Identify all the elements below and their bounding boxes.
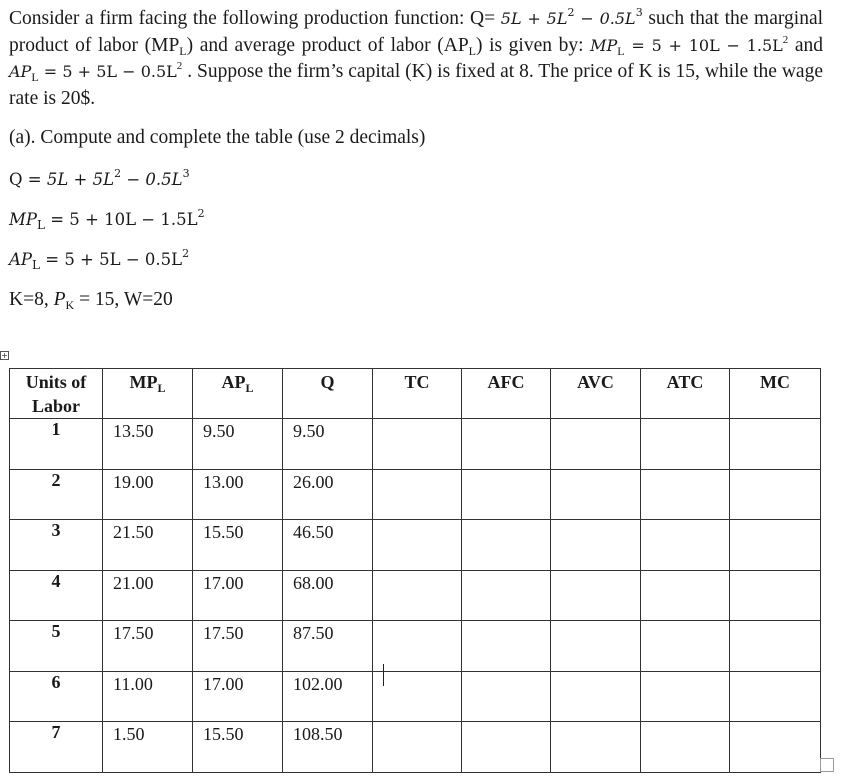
table-row [10,570,821,621]
ap-inline-square: 2 [176,60,183,72]
table-resize-handle-icon[interactable] [820,758,834,772]
givens-line [9,289,173,311]
cell-units: 6 [10,671,103,722]
intro-text-5: . Suppose the firm’s capital (K) is fixed at 8. The price of K is 15, while the wage rate is 20$. [9,61,823,109]
cell-q: 102.00 [283,671,373,722]
cell-ap: 17.00 [193,671,283,722]
cell-atc[interactable] [641,570,730,621]
header-ap-label: AP [221,372,246,392]
cell-afc[interactable] [462,469,551,520]
cell-units: 7 [10,722,103,773]
header-atc: ATC [641,369,730,419]
table-move-handle-icon[interactable]: + [1,351,8,360]
mp-eq-lhs: MP [9,210,37,229]
cell-tc[interactable] [373,621,462,672]
ap-equation [9,247,190,272]
q-eq-square: 2 [114,167,122,180]
cell-tc[interactable] [373,671,462,722]
givens-rest: = 15, W=20 [74,289,173,310]
table-row [10,671,821,722]
cell-avc[interactable] [551,520,641,571]
table-row [10,469,821,520]
header-mp-sub: L [157,381,166,395]
cell-afc[interactable] [462,570,551,621]
cell-tc[interactable] [373,722,462,773]
intro-and: and [788,34,823,56]
pf-square: 2 [567,6,575,19]
pf-term-a: 5L + 5L [500,9,568,28]
mp-eq-rhs: = 5 + 10L − 1.5L [44,210,198,229]
mp-eq-sub: L [37,218,45,232]
cell-ap: 15.50 [193,520,283,571]
mpl-sub: L [179,43,187,58]
problem-statement [9,6,823,112]
header-ap [193,369,283,419]
text-cursor [383,664,384,686]
ap-eq-lhs: AP [9,250,33,269]
table-row [10,520,821,571]
cell-q: 108.50 [283,722,373,773]
question-text: (a). Compute and complete the table (use 2 decimals) [9,127,426,148]
header-mc: MC [730,369,821,419]
apl-sub: L [468,43,477,58]
q-eq-rhs2: − 0.5L [121,170,183,189]
ap-eq-sub: L [32,258,40,272]
givens-k: K=8, [9,289,54,310]
cell-units: 5 [10,621,103,672]
header-avc: AVC [551,369,641,419]
cell-avc[interactable] [551,621,641,672]
cell-mc[interactable] [730,671,821,722]
header-ap-sub: L [245,381,254,395]
q-eq-rhs: 5L + 5L [46,170,115,189]
cell-mp: 1.50 [103,722,193,773]
cell-atc[interactable] [641,671,730,722]
table-row [10,419,821,470]
cell-ap: 13.00 [193,469,283,520]
cell-atc[interactable] [641,621,730,672]
cell-q: 46.50 [283,520,373,571]
mp-inline-lhs: MP [590,35,618,55]
cell-mp: 11.00 [103,671,193,722]
q-eq-lhs: Q = [9,170,47,189]
cell-units: 3 [10,520,103,571]
header-afc: AFC [462,369,551,419]
mp-inline-sub: L [617,43,625,58]
cell-avc[interactable] [551,570,641,621]
cell-tc[interactable] [373,469,462,520]
cell-units: 1 [10,419,103,470]
ap-inline-lhs: AP [9,62,32,81]
table-row [10,621,821,672]
cell-atc[interactable] [641,419,730,470]
pf-cube: 3 [635,6,643,19]
mp-eq-square: 2 [197,207,205,220]
cell-ap: 17.50 [193,621,283,672]
header-units [10,369,103,419]
cell-afc[interactable] [462,520,551,571]
header-tc: TC [373,369,462,419]
givens-p-sub: K [65,298,75,312]
production-function [500,6,643,28]
cell-tc[interactable] [373,570,462,621]
mp-equation [9,207,205,232]
cell-mp: 19.00 [103,469,193,520]
header-units-line2: Labor [31,396,80,416]
ap-inline-rhs: = 5 + 5L − 0.5L [38,62,177,81]
givens-p: P [53,289,66,310]
cell-mp: 17.50 [103,621,193,672]
cell-units: 4 [10,570,103,621]
cell-q: 87.50 [283,621,373,672]
cell-atc[interactable] [641,520,730,571]
intro-text-3: ) and average product of labor (AP [186,34,469,56]
cell-q: 9.50 [283,419,373,470]
cell-mc[interactable] [730,520,821,571]
cell-atc[interactable] [641,469,730,520]
mp-inline-square: 2 [782,33,789,46]
cell-avc[interactable] [551,469,641,520]
cell-tc[interactable] [373,520,462,571]
cell-mc[interactable] [730,419,821,470]
cell-ap: 17.00 [193,570,283,621]
q-equation [9,167,190,189]
q-eq-cube: 3 [182,167,190,180]
cell-avc[interactable] [551,722,641,773]
header-mp [103,369,193,419]
cell-mc[interactable] [730,570,821,621]
cell-mc[interactable] [730,722,821,773]
cost-table [9,368,821,773]
cell-mc[interactable] [730,621,821,672]
cell-mc[interactable] [730,469,821,520]
cell-avc[interactable] [551,671,641,722]
table-header-row [10,369,821,419]
cell-afc[interactable] [462,671,551,722]
ap-eq-rhs: = 5 + 5L − 0.5L [40,250,183,269]
cell-mp: 21.00 [103,570,193,621]
cell-q: 26.00 [283,469,373,520]
header-units-line1: Units of [25,372,87,392]
cell-mp: 13.50 [103,419,193,470]
cell-q: 68.00 [283,570,373,621]
cell-units: 2 [10,469,103,520]
cell-avc[interactable] [551,419,641,470]
table-row [10,722,821,773]
cell-ap: 9.50 [193,419,283,470]
ap-eq-square: 2 [182,247,190,260]
header-q: Q [283,369,373,419]
cell-ap: 15.50 [193,722,283,773]
intro-text-2: such that the marginal product of labor (MP [9,8,824,56]
cell-afc[interactable] [462,722,551,773]
cell-afc[interactable] [462,419,551,470]
intro-text-4: ) is given by: [476,34,591,56]
cell-afc[interactable] [462,621,551,672]
cell-mp: 21.50 [103,520,193,571]
pf-term-b: − 0.5L [574,9,636,28]
ap-inline-sub: L [31,70,39,84]
intro-text-1: Consider a firm facing the following production function: Q= [9,8,501,29]
cell-atc[interactable] [641,722,730,773]
mp-inline-rhs: = 5 + 10L − 1.5L [624,35,783,55]
cell-tc[interactable] [373,419,462,470]
header-mp-label: MP [129,372,158,392]
